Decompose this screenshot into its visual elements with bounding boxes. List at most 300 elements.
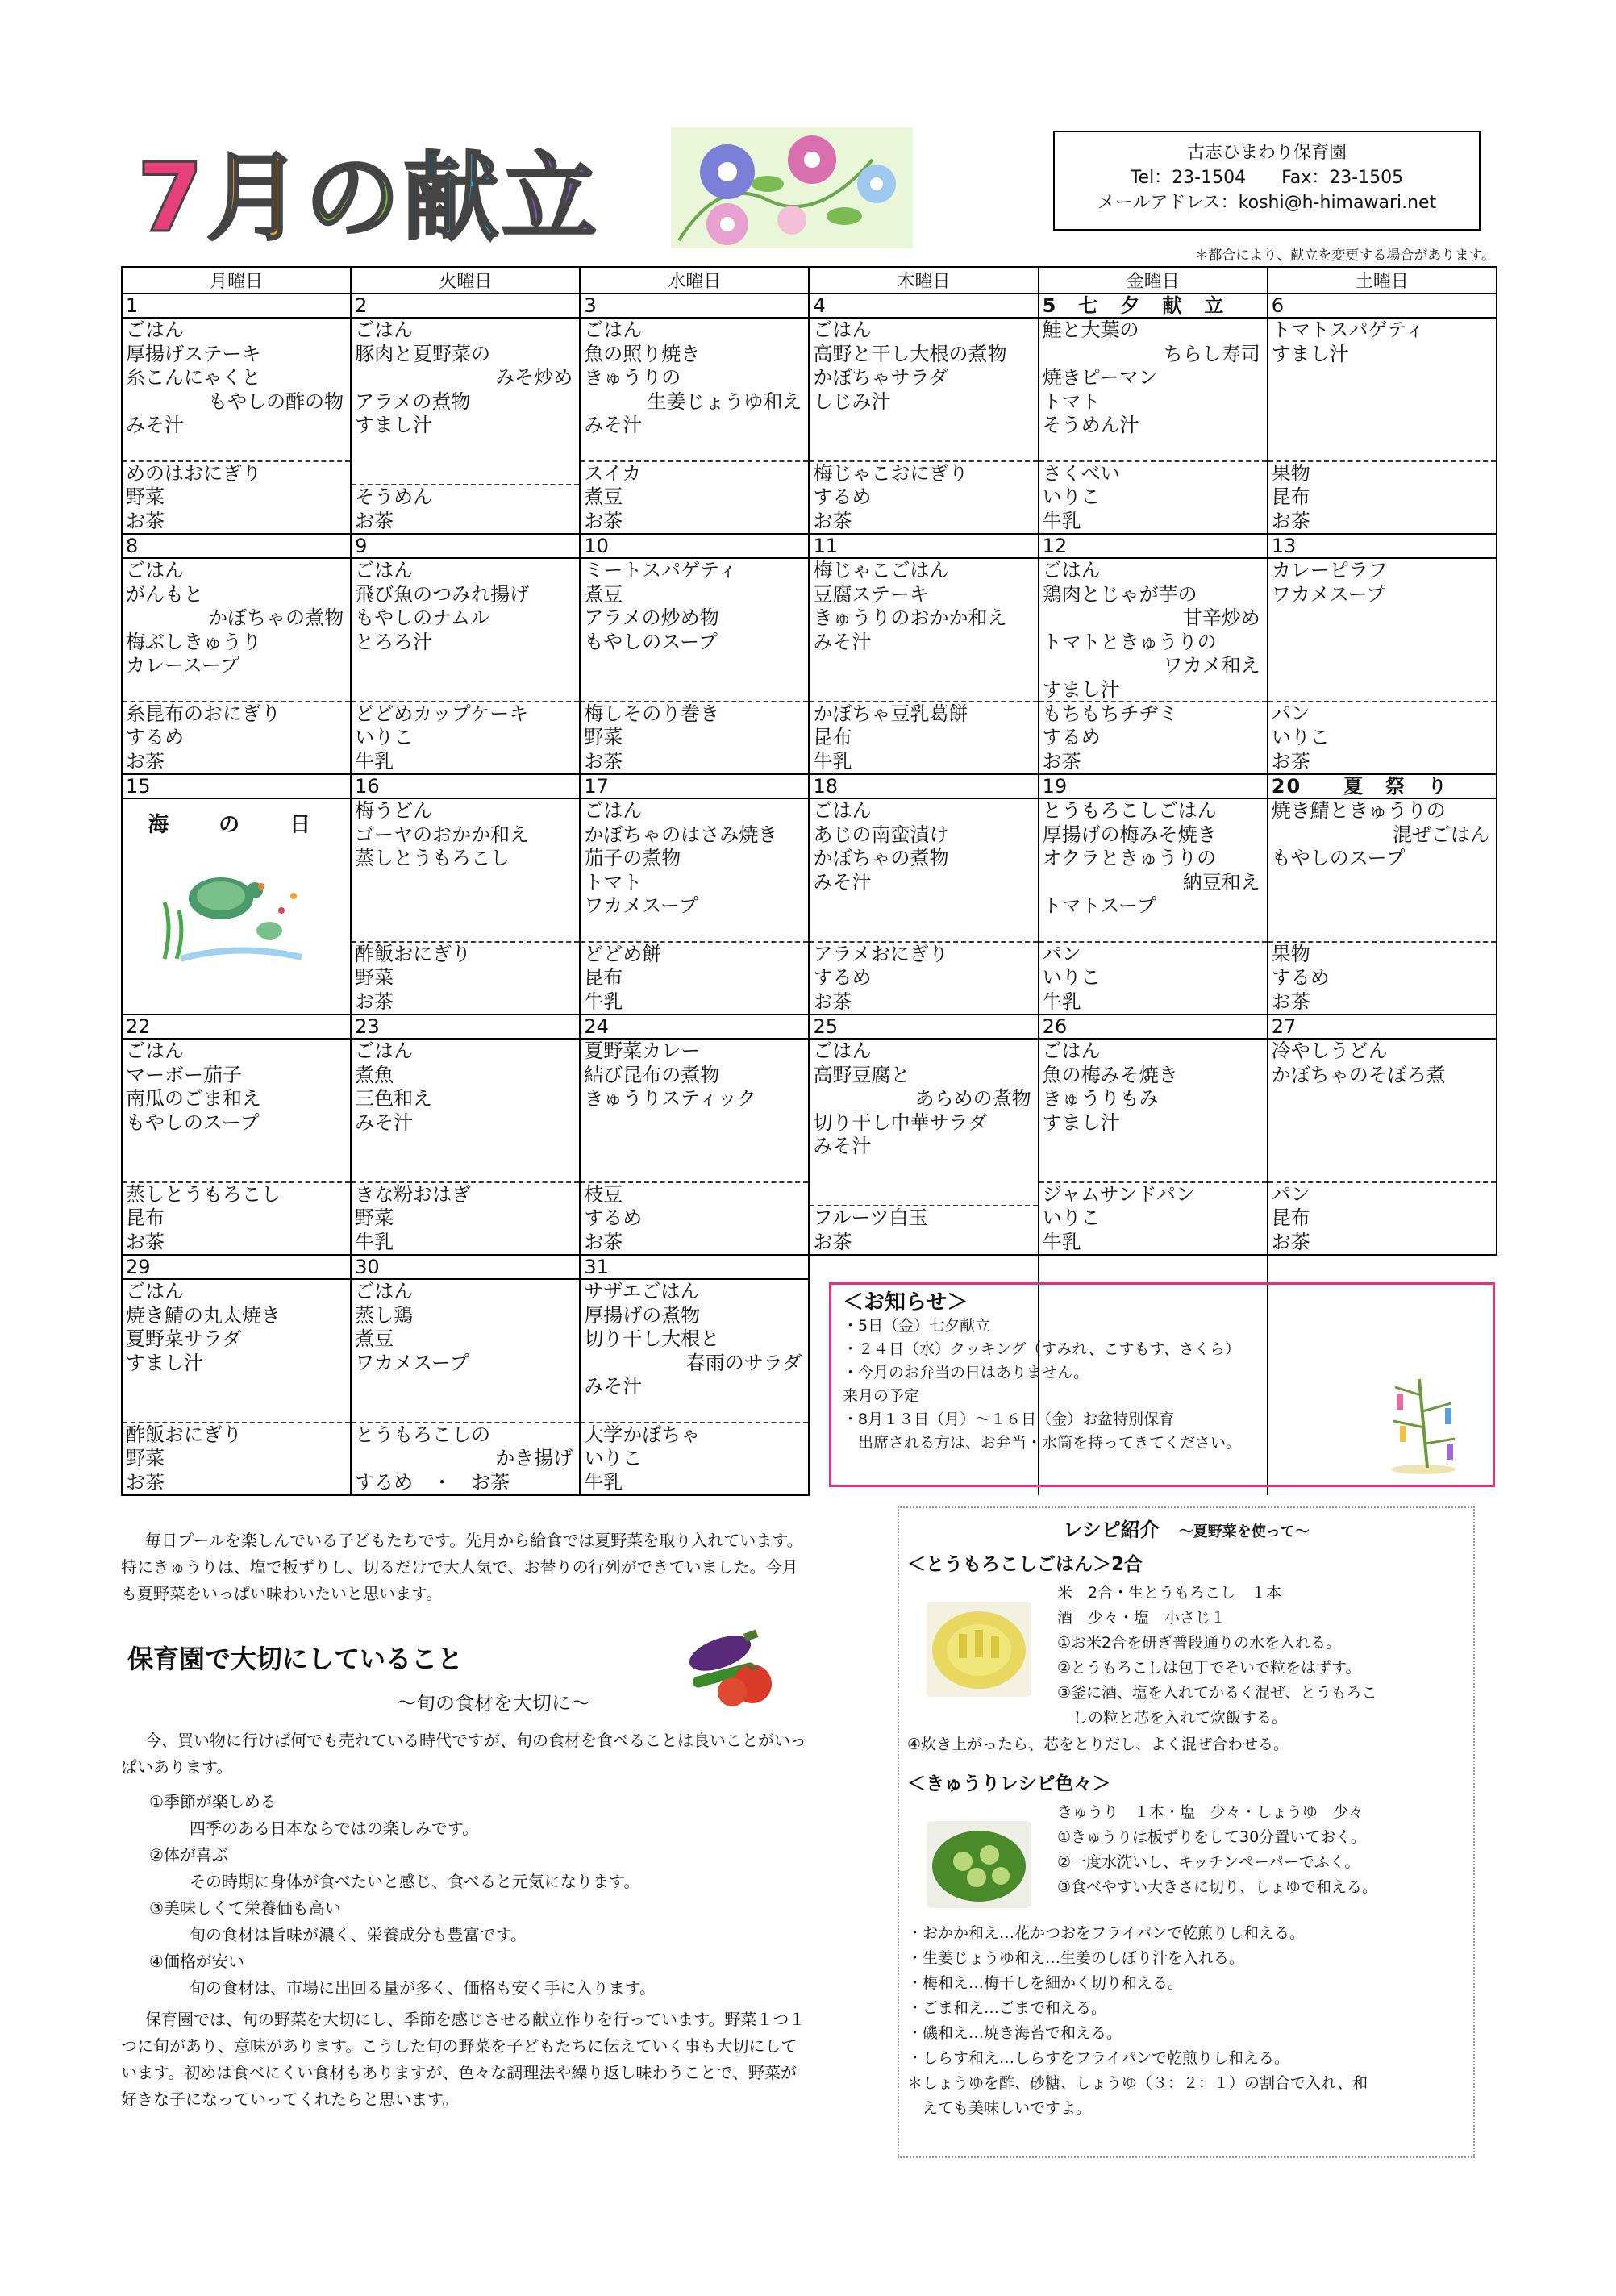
lunch-item: しじみ汁: [813, 390, 891, 413]
day-number: 3: [581, 294, 808, 319]
snack-menu: [352, 701, 579, 774]
snack-menu: [581, 1181, 808, 1255]
lunch-item: 厚揚げの煮物: [584, 1303, 701, 1327]
snack-item: 梅しそのり巻き: [584, 702, 720, 725]
lunch-item: 夏野菜サラダ: [126, 1327, 242, 1350]
recipe1-title: ＜とうもろこしごはん＞2合: [907, 1554, 1143, 1575]
day-number: 26: [1039, 1015, 1267, 1040]
lunch-menu: [352, 559, 579, 654]
lunch-item: 茄子の煮物: [584, 847, 681, 869]
point-heading: ①季節が楽しめる: [149, 1792, 277, 1811]
lunch-item: トマトスパゲティ: [1271, 319, 1425, 341]
snack-item: 牛乳: [813, 749, 852, 773]
weekday-header: 火曜日: [351, 267, 580, 294]
lunch-item: ワカメスープ: [355, 1351, 469, 1374]
lunch-item: サザエごはん: [584, 1280, 700, 1302]
day-number: 18: [810, 775, 1037, 799]
lunch-menu: [581, 559, 808, 654]
recipe-variation: ・生姜じょうゆ和え…生姜のしぼり汁を入れる。: [907, 1949, 1245, 1967]
snack-item: 昆布: [584, 966, 623, 989]
snack-item: パン: [1271, 1182, 1310, 1206]
snack-item: 梅じゃこおにぎり: [813, 461, 968, 485]
lunch-item: 豚肉と夏野菜の: [355, 342, 491, 365]
lunch-item: みそ汁: [813, 870, 872, 894]
change-note: ＊都合により、献立を変更する場合があります。: [1194, 248, 1495, 264]
lunch-item: 焼き鯖の丸太焼き: [126, 1303, 281, 1327]
lunch-item: かぼちゃサラダ: [813, 366, 949, 389]
snack-item: お茶: [355, 509, 394, 532]
recipe2-line: ③食べやすい大きさに切り、しょゆで和える。: [1057, 1878, 1378, 1896]
lunch-item: みそ炒め: [495, 366, 573, 389]
lunch-menu: [1039, 799, 1267, 919]
lunch-item: かぼちゃの煮物: [208, 606, 344, 629]
lunch-item: 煮豆: [355, 1327, 394, 1350]
lunch-item: きゅうりのおかか和え: [813, 606, 1007, 629]
article-lead: 今、買い物に行けば何でも売れている時代ですが、旬の食材を食べることは良いことがいっぱいあります。: [121, 1731, 806, 1777]
snack-item: 大学かぼちゃ: [584, 1423, 701, 1446]
lunch-item: もやしのスープ: [584, 630, 718, 653]
day-cell: [1039, 534, 1268, 774]
lunch-item: 焼きピーマン: [1042, 366, 1158, 389]
lunch-item: ごはん: [126, 1280, 184, 1302]
notice-title: ＜お知らせ＞: [843, 1290, 968, 1315]
snack-item: 野菜: [355, 966, 394, 989]
snack-item: お茶: [1271, 1230, 1310, 1253]
recipe1-line: 酒 少々・塩 小さじ１: [1057, 1609, 1227, 1627]
lunch-menu: [581, 1280, 808, 1399]
lunch-item: 納豆和え: [1182, 870, 1260, 894]
snack-menu: [810, 701, 1037, 774]
day-cell: [122, 1015, 351, 1255]
lunch-item: きゅうりスティック: [584, 1087, 756, 1110]
snack-item: 野菜: [126, 1447, 165, 1469]
weekday-header: 土曜日: [1268, 267, 1497, 294]
snack-menu: [1039, 941, 1267, 1015]
point-body: 四季のある日本ならではの楽しみです。: [190, 1819, 479, 1838]
lunch-item: 鮭と大葉の: [1042, 319, 1139, 341]
lunch-item: みそ汁: [813, 1135, 872, 1157]
snack-item: するめ ・ お茶: [355, 1470, 510, 1494]
snack-item: お茶: [126, 509, 165, 532]
lunch-item: がんもと: [126, 582, 203, 606]
snack-item: かぼちゃ豆乳葛餅: [813, 702, 968, 725]
lunch-menu: [352, 799, 579, 871]
recipe2-line: ①きゅうりは板ずりをして30分置いておく。: [1057, 1828, 1366, 1846]
lunch-item: 冷やしうどん: [1271, 1040, 1388, 1062]
day-cell: [1268, 774, 1497, 1015]
lunch-item: すまし汁: [126, 1351, 203, 1374]
snack-item: 酢飯おにぎり: [355, 942, 472, 965]
snack-item: いりこ: [1042, 966, 1101, 989]
day-number: 6: [1268, 294, 1496, 319]
snack-item: もちもちチヂミ: [1042, 702, 1178, 725]
point-heading: ②体が喜ぶ: [149, 1845, 228, 1865]
lunch-item: トマトスープ: [1042, 894, 1156, 917]
lunch-menu: [1268, 799, 1496, 871]
notice-item: ・5日（金）七夕献立: [843, 1317, 991, 1335]
snack-item: お茶: [584, 749, 623, 773]
recipe2-line: きゅうり １本・塩 少々・しょうゆ 少々: [1057, 1803, 1364, 1821]
day-cell: [580, 1015, 809, 1255]
snack-item: 牛乳: [1042, 1230, 1081, 1253]
lunch-item: 魚の梅みそ焼き: [1042, 1063, 1178, 1086]
snack-item: 野菜: [126, 485, 165, 508]
day-number: 16: [352, 775, 579, 799]
lunch-menu: [1268, 559, 1496, 606]
article-body: [121, 1727, 810, 2113]
snack-menu: [1268, 941, 1496, 1015]
day-cell: [809, 774, 1038, 1015]
lunch-menu: [810, 799, 1037, 894]
lunch-item: とろろ汁: [355, 630, 433, 653]
snack-menu: [810, 460, 1037, 534]
snack-item: お茶: [126, 749, 165, 773]
snack-item: 果物: [1271, 461, 1310, 485]
lunch-item: とうもろこしごはん: [1042, 799, 1217, 822]
recipe-title: レシピ紹介 〜夏野菜を使って〜: [1063, 1519, 1310, 1541]
day-number: 24: [581, 1015, 808, 1040]
day-number: 13: [1268, 535, 1496, 559]
lunch-menu: [123, 1280, 350, 1375]
day-number: 25: [810, 1015, 1037, 1040]
page-title: 7月の献立: [137, 142, 601, 253]
lunch-menu: [1039, 319, 1267, 438]
point-heading: ③美味しくて栄養価も高い: [149, 1898, 341, 1918]
holiday-label: 海 の 日: [148, 813, 326, 837]
lunch-item: そうめん汁: [1042, 414, 1139, 436]
snack-item: するめ: [1271, 966, 1330, 989]
snack-item: お茶: [813, 1230, 852, 1253]
lunch-menu: [1039, 559, 1267, 702]
lunch-item: 煮魚: [355, 1063, 394, 1086]
day-cell: [351, 1015, 580, 1255]
lunch-item: すまし汁: [1042, 677, 1120, 701]
lunch-menu: [1039, 1040, 1267, 1135]
snack-item: 野菜: [584, 726, 623, 748]
lunch-item: あらめの煮物: [914, 1087, 1031, 1110]
lunch-item: 蒸し鶏: [355, 1303, 414, 1327]
day-number: 29: [123, 1256, 350, 1280]
snack-item: いりこ: [355, 726, 414, 748]
snack-item: いりこ: [584, 1447, 643, 1469]
intro-paragraph: 毎日プールを楽しんでいる子どもたちです。先月から給食では夏野菜を取り入れています。特にきゅうりは、塩で板ずりし、切るだけで大人気で、お替りの行列ができていました。今月も夏野菜をいっぱい味わいたいと思います。: [121, 1531, 803, 1603]
lunch-item: もやしのスープ: [1271, 847, 1406, 869]
snack-menu: [352, 941, 579, 1015]
snack-item: アラメおにぎり: [813, 942, 948, 965]
snack-item: お茶: [355, 990, 394, 1013]
snack-item: パン: [1042, 942, 1081, 965]
lunch-menu: [581, 1040, 808, 1111]
day-cell: [1039, 774, 1268, 1015]
notice-item: 来月の予定: [843, 1387, 920, 1405]
lunch-item: ごはん: [355, 1040, 414, 1062]
lunch-item: 高野豆腐と: [813, 1063, 910, 1086]
snack-item: するめ: [126, 726, 184, 748]
day-cell: [580, 1255, 809, 1495]
recipe2-title: ＜きゅうりレシピ色々＞: [907, 1773, 1111, 1794]
email-address: メールアドレス：koshi@h-himawari.net: [1097, 193, 1437, 213]
lunch-item: ごはん: [1042, 1040, 1101, 1062]
weekday-header: 木曜日: [809, 267, 1038, 294]
recipe1-line: ②とうもろこしは包丁でそいで粒をはずす。: [1057, 1659, 1361, 1677]
snack-menu: [352, 484, 579, 533]
recipe-variation: ・おかか和え…花かつおをフライパンで乾煎りし和える。: [907, 1924, 1306, 1942]
snack-item: 野菜: [355, 1206, 394, 1229]
lunch-item: ごはん: [355, 319, 414, 341]
snack-item: お茶: [813, 990, 852, 1013]
day-cell: [809, 294, 1038, 534]
snack-item: 果物: [1271, 942, 1310, 965]
snack-menu: [352, 1181, 579, 1255]
cucumber-dish-photo: [927, 1821, 1031, 1908]
lunch-menu: [1268, 319, 1496, 366]
snack-item: お茶: [126, 1470, 165, 1494]
lunch-item: みそ汁: [584, 1375, 643, 1398]
notice-item: ・２４日（水）クッキング（すみれ、こすもす、さくら）: [843, 1340, 1241, 1358]
lunch-item: ごはん: [813, 799, 872, 822]
article-title: 保育園で大切にしていること: [127, 1644, 464, 1674]
recipe-variation: ＊しょうゆを酢、砂糖、しょうゆ（３：２：１）の割合で入れ、和: [907, 2074, 1368, 2092]
day-number: 8: [123, 535, 350, 559]
weekday-header: 水曜日: [580, 267, 809, 294]
lunch-item: 蒸しとうもろこし: [355, 847, 510, 869]
lunch-item: マーボー茄子: [126, 1063, 242, 1086]
contact-box: [1053, 131, 1481, 231]
lunch-item: トマトときゅうりの: [1042, 630, 1217, 653]
day-cell: [1268, 1015, 1497, 1255]
point-body: 旬の食材は旨味が濃く、栄養成分も豊富です。: [190, 1925, 527, 1944]
lunch-item: 混ぜごはん: [1393, 823, 1489, 846]
day-cell: [1039, 1015, 1268, 1255]
lunch-item: アラメの煮物: [355, 390, 471, 413]
snack-item: そうめん: [355, 485, 433, 508]
recipe1-line: ①お米2合を研ぎ普段通りの水を入れる。: [1057, 1634, 1342, 1652]
snack-item: どどめ餅: [584, 942, 662, 965]
snack-item: かき揚げ: [495, 1447, 573, 1469]
lunch-item: ゴーヤのおかか和え: [355, 823, 530, 846]
turtle-sea-illustration: [148, 854, 310, 967]
day-number: 2: [352, 294, 579, 319]
day-cell: [351, 294, 580, 534]
day-number: 30: [352, 1256, 579, 1280]
lunch-menu: [123, 1040, 350, 1135]
day-cell: [351, 1255, 580, 1495]
snack-item: パン: [1271, 702, 1310, 725]
lunch-item: ごはん: [1042, 559, 1101, 581]
recipe-variation: ・ごま和え…ごまで和える。: [907, 1999, 1107, 2017]
snack-item: お茶: [1042, 749, 1081, 773]
snack-item: お茶: [1271, 749, 1310, 773]
point-body: 旬の食材は、市場に出回る量が多く、価格も安く手に入ります。: [190, 1978, 656, 1998]
snack-item: さくべい: [1042, 461, 1120, 485]
day-number: 27: [1268, 1015, 1496, 1040]
snack-menu: [581, 1422, 808, 1495]
recipe-variation: えても美味しいですよ。: [907, 2099, 1092, 2117]
vegetables-illustration: [676, 1621, 781, 1710]
snack-item: 昆布: [813, 726, 852, 748]
lunch-item: 梅うどん: [355, 799, 433, 822]
recipe-variation: ・梅和え…梅干しを細かく切り和える。: [907, 1974, 1184, 1992]
recipe1-line: ③釜に酒、塩を入れてかるく混ぜ、とうもろこ: [1057, 1684, 1377, 1702]
lunch-menu: [810, 559, 1037, 654]
snack-menu: [123, 1422, 350, 1495]
lunch-item: 三色和え: [355, 1087, 433, 1110]
lunch-item: かぼちゃのそぼろ煮: [1271, 1063, 1446, 1086]
lunch-item: すまし汁: [355, 414, 433, 436]
lunch-item: ワカメスープ: [1271, 582, 1386, 606]
lunch-item: もやしのナムル: [355, 606, 489, 629]
point-body: その時期に身体が食べたいと感じ、食べると元気になります。: [190, 1872, 640, 1891]
day-number: 11: [810, 535, 1037, 559]
lunch-item: 飛び魚のつみれ揚げ: [355, 582, 530, 606]
snack-item: お茶: [584, 1230, 623, 1253]
day-number: 1: [123, 294, 350, 319]
day-cell: [809, 1015, 1038, 1255]
snack-item: 枝豆: [584, 1182, 623, 1206]
lunch-item: ワカメスープ: [584, 894, 698, 917]
snack-item: 牛乳: [1042, 509, 1081, 532]
article-closing: 保育園では、旬の野菜を大切にし、季節を感じさせる献立作りを行っています。野菜１つ１つに旬があり、意味があります。こうした旬の野菜を子どもたちに伝えていく事も大切にしています。初めは食べにくい食材もありますが、色々な調理法や繰り返し味わうことで、野菜が好きな子になっていってくれたらと思います。: [121, 2010, 806, 2109]
lunch-item: ごはん: [813, 319, 872, 341]
lunch-item: 糸こんにゃくと: [126, 366, 261, 389]
snack-item: どどめカップケーキ: [355, 702, 529, 725]
notice-item: ・8月１３日（月）〜１６日（金）お盆特別保育: [843, 1411, 1175, 1428]
lunch-item: 魚の照り焼き: [584, 342, 701, 365]
lunch-item: かぼちゃの煮物: [813, 847, 949, 869]
snack-item: いりこ: [1042, 1206, 1101, 1229]
lunch-menu: [352, 319, 579, 438]
lunch-menu: [810, 1040, 1037, 1159]
day-number: 10: [581, 535, 808, 559]
recipe-box: [898, 1506, 1475, 2158]
day-cell: [122, 774, 351, 1015]
lunch-item: すまし汁: [1271, 342, 1349, 365]
lunch-menu: [581, 319, 808, 438]
day-cell: [1268, 294, 1497, 534]
lunch-item: 豆腐ステーキ: [813, 582, 929, 606]
lunch-menu: [581, 799, 808, 919]
day-number: 20 夏 祭 り: [1268, 775, 1496, 799]
lunch-item: もやしの酢の物: [208, 390, 344, 413]
lunch-item: ごはん: [584, 319, 643, 341]
day-cell: [1268, 534, 1497, 774]
lunch-menu: [810, 319, 1037, 414]
snack-menu: [123, 701, 350, 774]
corn-rice-photo: [927, 1602, 1031, 1697]
day-number: 12: [1039, 535, 1267, 559]
lunch-item: ワカメ和え: [1163, 654, 1260, 677]
snack-item: フルーツ白玉: [813, 1206, 928, 1229]
lunch-item: みそ汁: [126, 414, 184, 436]
snack-menu: [810, 941, 1037, 1015]
lunch-menu: [352, 1040, 579, 1135]
lunch-item: カレーピラフ: [1271, 559, 1388, 581]
lunch-item: みそ汁: [584, 414, 643, 436]
snack-item: めのはおにぎり: [126, 461, 261, 485]
lunch-item: トマト: [584, 870, 643, 894]
snack-item: お茶: [813, 509, 852, 532]
snack-item: お茶: [126, 1230, 165, 1253]
lunch-menu: [123, 319, 350, 438]
day-number: 19: [1039, 775, 1267, 799]
snack-menu: [123, 460, 350, 534]
lunch-item: 梅ぶしきゅうり: [126, 630, 261, 653]
snack-menu: [1039, 701, 1267, 774]
tanabata-bamboo-illustration: [1371, 1371, 1476, 1476]
tel-fax: Tel：23-1504 Fax：23-1505: [1130, 168, 1404, 188]
lunch-item: ごはん: [813, 1040, 872, 1062]
lunch-item: ちらし寿司: [1163, 342, 1260, 365]
lunch-item: 切り干し中華サラダ: [813, 1110, 988, 1134]
lunch-item: ごはん: [126, 559, 184, 581]
weekday-header: 金曜日: [1039, 267, 1268, 294]
recipe1-last-step: ④炊き上がったら、芯をとりだし、よく混ぜ合わせる。: [907, 1736, 1289, 1753]
day-number: 9: [352, 535, 579, 559]
snack-item: ジャムサンドパン: [1042, 1182, 1195, 1206]
lunch-item: 生姜じょうゆ和え: [647, 390, 802, 413]
lunch-item: 結び昆布の煮物: [584, 1063, 720, 1086]
lunch-item: トマト: [1042, 390, 1101, 413]
lunch-item: 南瓜のごま和え: [126, 1087, 261, 1110]
snack-menu: [1268, 701, 1496, 774]
lunch-item: きゅうりもみ: [1042, 1087, 1159, 1110]
snack-item: 昆布: [126, 1206, 165, 1229]
lunch-item: 高野と干し大根の煮物: [813, 342, 1007, 365]
snack-item: するめ: [813, 966, 872, 989]
weekday-header: 月曜日: [122, 267, 351, 294]
lunch-item: オクラときゅうりの: [1042, 847, 1217, 869]
morning-glory-illustration: [671, 127, 913, 248]
lunch-item: ミートスパゲティ: [584, 559, 738, 581]
lunch-item: 梅じゃこごはん: [813, 559, 949, 581]
snack-menu: [1039, 460, 1267, 534]
snack-item: 牛乳: [1042, 990, 1081, 1013]
snack-item: するめ: [584, 1206, 643, 1229]
day-number: 4: [810, 294, 1037, 319]
day-cell: [351, 534, 580, 774]
day-number: 15: [123, 775, 350, 799]
recipe1-line: 米 2合・生とうもろこし １本: [1057, 1584, 1282, 1602]
snack-item: 牛乳: [355, 1230, 394, 1253]
lunch-item: すまし汁: [1042, 1110, 1120, 1134]
lunch-item: 春雨のサラダ: [685, 1351, 802, 1374]
lunch-item: 厚揚げステーキ: [126, 342, 261, 365]
lunch-item: もやしのスープ: [126, 1110, 260, 1134]
lunch-item: ごはん: [126, 1040, 184, 1062]
lunch-item: 夏野菜カレー: [584, 1040, 701, 1062]
snack-item: お茶: [1271, 509, 1310, 532]
lunch-item: きゅうりの: [584, 366, 681, 389]
lunch-item: ごはん: [355, 1280, 414, 1302]
snack-item: いりこ: [1042, 485, 1101, 508]
recipe2-line: ②一度水洗いし、キッチンペーパーでふく。: [1057, 1853, 1360, 1871]
snack-menu: [581, 701, 808, 774]
day-number: 17: [581, 775, 808, 799]
snack-item: 蒸しとうもろこし: [126, 1182, 281, 1206]
snack-item: お茶: [1271, 990, 1310, 1013]
lunch-item: ごはん: [584, 799, 643, 822]
lunch-item: ごはん: [355, 559, 414, 581]
lunch-menu: [123, 559, 350, 678]
recipe-variation: ・磯和え…焼き海苔で和える。: [907, 2024, 1122, 2042]
day-number: 23: [352, 1015, 579, 1040]
lunch-item: みそ汁: [355, 1110, 414, 1134]
snack-item: お茶: [584, 509, 623, 532]
lunch-item: 鶏肉とじゃが芋の: [1042, 582, 1197, 606]
lunch-item: カレースープ: [126, 654, 239, 677]
article-subtitle: 〜旬の食材を大切に〜: [397, 1692, 590, 1715]
lunch-menu: [352, 1280, 579, 1375]
